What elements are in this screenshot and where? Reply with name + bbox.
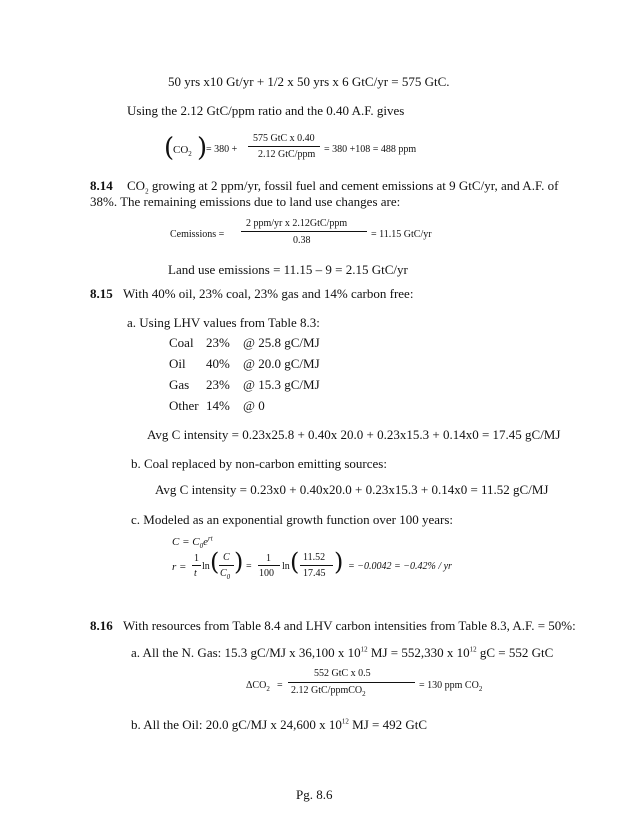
calc-line-575: 50 yrs x10 Gt/yr + 1/2 x 50 yrs x 6 GtC/yr = 575 GtC. xyxy=(168,74,450,89)
eq3-f1-bar xyxy=(192,565,201,566)
eq3-eq: = xyxy=(246,561,252,572)
paragraph-8-15: With 40% oil, 23% coal, 23% gas and 14% carbon free: xyxy=(123,286,414,301)
eq3-f4-den: 17.45 xyxy=(303,568,326,579)
eq3-ln2: ln xyxy=(282,561,290,572)
eq1-380: = 380 + xyxy=(206,144,238,155)
item-a-lhv: a. Using LHV values from Table 8.3: xyxy=(127,315,320,330)
eq3-f3-num: 1 xyxy=(266,553,271,564)
table-val: @ 25.8 gC/MJ xyxy=(243,335,320,350)
table-pct: 14% xyxy=(206,398,230,413)
item-b-coal: b. Coal replaced by non-carbon emitting sources: xyxy=(131,456,387,471)
section-number-8-16: 8.16 xyxy=(90,618,113,633)
eq4-lhs: $\Delta CO_2$ xyxy=(246,680,270,693)
eq3-f4-num: 11.52 xyxy=(303,552,326,563)
eq3-lparen1: ( xyxy=(210,548,220,576)
landuse-line: Land use emissions = 11.15 – 9 = 2.15 GtC/yr xyxy=(168,262,408,277)
eq3-r-lhs: r = xyxy=(172,561,187,573)
table-val: @ 20.0 gC/MJ xyxy=(243,356,320,371)
paragraph-8-16: With resources from Table 8.4 and LHV carbon intensities from Table 8.3, A.F. = 50%: xyxy=(123,618,576,633)
table-fuel: Gas xyxy=(169,377,190,392)
eq3-f2-den: $C_0$ xyxy=(220,568,231,581)
table-val: @ 0 xyxy=(243,398,265,413)
item-b-oil: b. All the Oil: 20.0 gC/MJ x 24,600 x $10^{12}$ MJ = 492 GtC xyxy=(131,717,428,732)
paragraph-8-14-cont: 38%. The remaining emissions due to land use changes are: xyxy=(90,194,401,209)
eq4-denominator: 2.12 GtC/ppmCO$_2$ xyxy=(291,685,366,698)
table-fuel: Oil xyxy=(169,356,186,371)
page-number: Pg. 8.6 xyxy=(296,787,333,802)
eq4-fraction-bar xyxy=(288,682,415,683)
right-paren: ) xyxy=(197,133,208,163)
section-number-8-15: 8.15 xyxy=(90,286,113,301)
item-c-exponential: c. Modeled as an exponential growth function over 100 years: xyxy=(131,512,454,527)
eq3-c-line: $C = C_0e^{rt}$ xyxy=(172,534,213,551)
eq1-co: $CO_2$ xyxy=(173,144,192,159)
eq3-f4-bar xyxy=(300,565,333,566)
eq3-rparen2: ) xyxy=(334,548,344,576)
eq3-ln1: ln xyxy=(202,561,210,572)
table-val: @ 15.3 gC/MJ xyxy=(243,377,320,392)
eq3-f3-bar xyxy=(258,565,280,566)
eq2-fraction-bar xyxy=(241,231,367,232)
eq2-result: = 11.15 GtC/yr xyxy=(371,229,432,240)
avg-intensity-a: Avg C intensity = 0.23x25.8 + 0.40x 20.0 + 0.23x15.3 + 0.14x0 = 17.45 gC/MJ xyxy=(147,427,561,442)
item-a-natural-gas: a. All the N. Gas: 15.3 gC/MJ x 36,100 x $10^{12}$ MJ = 552,330 x $10^{12}$ gC = 552 GtC xyxy=(131,645,554,660)
eq3-f1-num: 1 xyxy=(194,553,199,564)
eq1-denominator: 2.12 GtC/ppm xyxy=(258,149,316,160)
eq3-result: = −0.0042 = −0.42% / yr xyxy=(348,561,452,572)
eq2-numerator: 2 ppm/yr x 2.12GtC/ppm xyxy=(246,218,348,229)
eq2-lhs: Cemissions = xyxy=(170,229,225,240)
left-paren: ( xyxy=(164,133,175,163)
table-fuel: Other xyxy=(169,398,199,413)
eq1-fraction-bar xyxy=(248,146,320,147)
table-fuel: Coal xyxy=(169,335,194,350)
ratio-line: Using the 2.12 GtC/ppm ratio and the 0.40 A.F. gives xyxy=(127,103,405,118)
eq1-numerator: 575 GtC x 0.40 xyxy=(253,133,315,144)
table-pct: 40% xyxy=(206,356,230,371)
eq4-numerator: 552 GtC x 0.5 xyxy=(314,668,371,679)
eq3-f3-den: 100 xyxy=(259,568,274,579)
eq3-lparen2: ( xyxy=(290,548,300,576)
section-number-8-14: 8.14 xyxy=(90,178,113,193)
table-pct: 23% xyxy=(206,377,230,392)
eq3-f1-den: t xyxy=(194,568,197,579)
eq1-result: = 380 +108 = 488 ppm xyxy=(324,144,417,155)
eq3-f2-num: C xyxy=(223,552,230,563)
eq4-eq: = xyxy=(277,680,283,691)
eq3-rparen1: ) xyxy=(234,548,244,576)
eq4-result: = 130 ppm $CO_2$ xyxy=(419,680,483,693)
table-pct: 23% xyxy=(206,335,230,350)
eq3-f2-bar xyxy=(219,565,234,566)
eq2-denominator: 0.38 xyxy=(293,235,311,246)
avg-intensity-b: Avg C intensity = 0.23x0 + 0.40x20.0 + 0.23x15.3 + 0.14x0 = 11.52 gC/MJ xyxy=(155,482,549,497)
paragraph-8-14: $CO_2$ growing at 2 ppm/yr, fossil fuel and cement emissions at 9 GtC/yr, and A.F. of xyxy=(127,178,559,196)
